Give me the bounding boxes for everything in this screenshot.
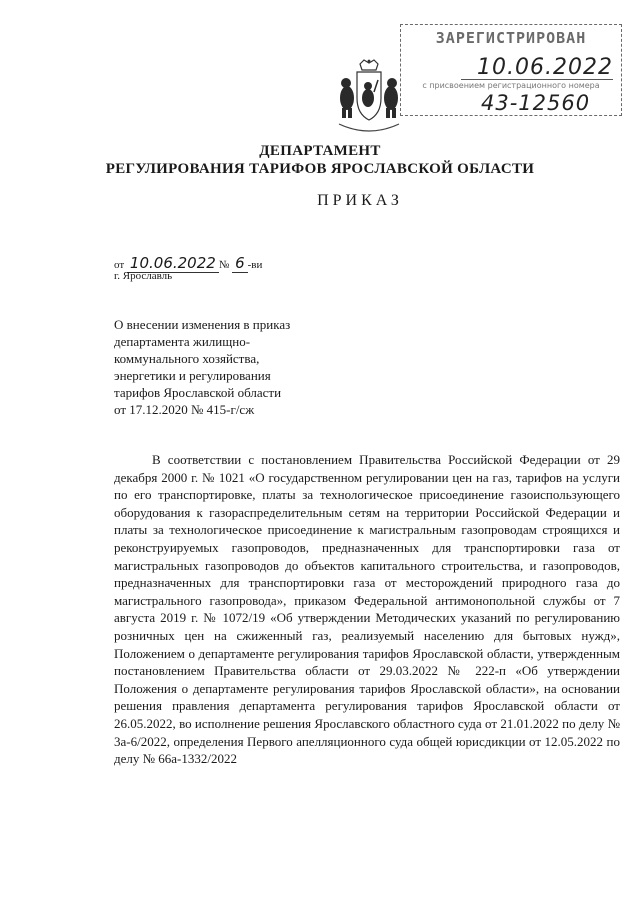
order-date: 10.06.2022 xyxy=(127,254,219,273)
order-subject xyxy=(114,316,354,418)
subject-line: энергетики и регулирования xyxy=(114,368,271,383)
coat-of-arms-icon xyxy=(333,58,405,134)
registration-stamp xyxy=(400,24,622,116)
department-title-line1: ДЕПАРТАМЕНТ xyxy=(259,143,381,159)
number-prefix: № xyxy=(218,259,230,271)
department-title-line2: РЕГУЛИРОВАНИЯ ТАРИФОВ ЯРОСЛАВСКОЙ ОБЛАСТИ xyxy=(105,161,535,177)
subject-line: коммунального хозяйства, xyxy=(114,351,260,366)
stamp-date: 10.06.2022 xyxy=(477,55,613,80)
stamp-reg-number: 43-12560 xyxy=(481,91,591,115)
subject-line: от 17.12.2020 № 415-г/сж xyxy=(114,402,255,417)
order-number: 6 xyxy=(232,254,248,273)
order-body xyxy=(114,451,620,768)
document-type: ПРИКАЗ xyxy=(317,192,403,209)
body-paragraph: В соответствии с постановлением Правительства Российской Федерации от 29 декабря 2000 г. № 1021 «О государственном регулировании цен на газ, тарифов на услуги по его транспортировке, платы за технологическое присоединение газоиспользующего оборудования к газораспределительным сетям на территории Российской Федерации и платы за технологическое присоединение к магистральным газопроводам строящихся и реконструируемых газопроводов, предназначенных для транспортировки газа от магистральных газопроводов до объектов капитального строительства, и газопроводов, предназначенных для транспортировки газа от месторождений природного газа до магистрального газопровода», приказом Федеральной антимонопольной службы от 7 августа 2019 г. № 1072/19 «Об утверждении Методических указаний по регулированию розничных цен на сжиженный газ, реализуемый населению для бытовых нужд», Положением о департаменте регулирования тарифов Ярославской области, утвержденным постановлением Правительства области от 29.03.2022 № 222-п «Об утверждении Положения о департаменте регулирования тарифов Ярославской области», на основании решения правления департамента регулирования тарифов Ярославской области от 26.05.2022, во исполнение решения Ярославского областного суда от 21.01.2022 по делу № 3а-6/2022, определения Первого апелляционного суда общей юрисдикции от 12.05.2022 по делу № 66а-1332/2022 xyxy=(114,452,620,767)
subject-line: тарифов Ярославской области xyxy=(114,385,282,400)
subject-line: О внесении изменения в приказ xyxy=(114,317,291,332)
stamp-title: ЗАРЕГИСТРИРОВАН xyxy=(435,29,587,47)
subject-line: департамента жилищно- xyxy=(114,334,251,349)
date-prefix: от xyxy=(114,259,125,271)
number-suffix: -ви xyxy=(247,259,263,271)
stamp-subtitle: с присвоением регистрационного номера xyxy=(422,81,600,90)
stamp-divider xyxy=(461,79,613,80)
city: г. Ярославль xyxy=(114,270,173,282)
